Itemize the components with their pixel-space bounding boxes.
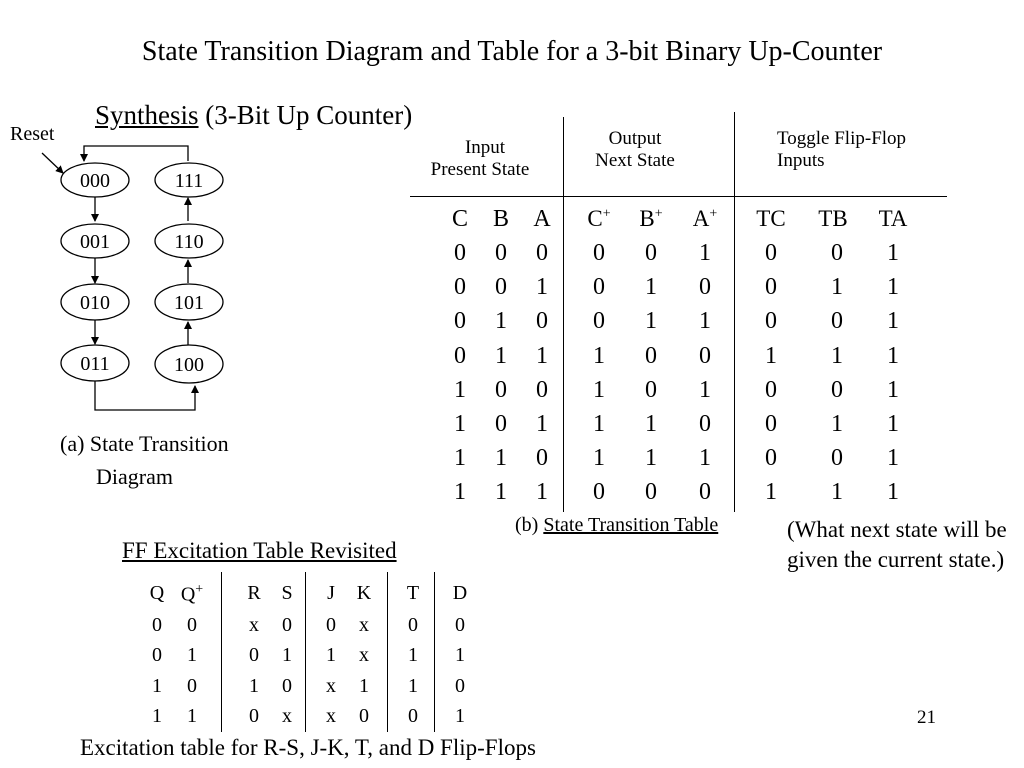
cell-present: 0 [495, 240, 507, 266]
ex-header-jk: K [356, 582, 372, 604]
col-header-next-sup: + [709, 206, 718, 222]
table-divider-1 [563, 117, 564, 512]
ex-cell-rs: 1 [249, 674, 259, 697]
table-caption-prefix: (b) [515, 514, 544, 536]
ex-cell-rs: 0 [282, 614, 292, 636]
cell-toggle: 1 [831, 411, 843, 437]
col-header-next-base: A [692, 206, 710, 231]
cell-next: 1 [645, 308, 657, 335]
col-header-toggle: TA [878, 206, 908, 231]
excitation-caption: Excitation table for R-S, J-K, T, and D Flip-Flops [80, 735, 536, 760]
cell-next: 0 [593, 308, 605, 335]
cell-next: 1 [645, 445, 657, 472]
col-header-next [629, 206, 673, 232]
cell-toggle: 0 [765, 240, 777, 266]
ex-cell-rs: 0 [249, 704, 259, 727]
col-header-toggle: TB [818, 206, 848, 231]
synthesis-subtitle: (3-Bit Up Counter) [198, 100, 413, 130]
cell-next: 1 [593, 445, 605, 472]
ex-cell-d: 1 [455, 704, 465, 727]
ex-cell-jk: 1 [359, 674, 369, 697]
state-node-001 [61, 224, 129, 258]
ex-cell-jk: 0 [359, 704, 369, 727]
transition-011-100 [95, 381, 195, 410]
ex-cell-rs: x [249, 614, 259, 636]
diagram-caption-line2: Diagram [96, 464, 173, 489]
ex-cell-t: 0 [408, 614, 418, 636]
cell-present: 1 [536, 479, 548, 506]
excitation-divider-4 [434, 572, 435, 732]
cell-present: 0 [495, 376, 507, 403]
cell-next: 0 [593, 479, 605, 506]
ex-cell-jk: 1 [326, 644, 336, 667]
cell-present: 1 [454, 376, 466, 403]
ex-header-d: D [452, 582, 468, 604]
cell-toggle: 0 [765, 376, 777, 403]
cell-present: 1 [454, 479, 466, 506]
ex-cell-q: 1 [152, 674, 162, 697]
cell-present: 1 [495, 445, 507, 472]
cell-toggle: 1 [831, 479, 843, 506]
state-node-011 [61, 345, 129, 381]
cell-toggle: 0 [765, 308, 777, 335]
ex-cell-q: 1 [152, 704, 162, 727]
col-header-next-base: B [639, 206, 655, 231]
ex-cell-d: 1 [455, 644, 465, 667]
next-state-note: (What next state will be given the current state.) [787, 517, 1007, 572]
ex-cell-q: 0 [187, 674, 197, 697]
cell-toggle: 1 [887, 411, 899, 437]
cell-present: 0 [536, 240, 548, 266]
cell-next: 0 [699, 479, 711, 506]
excitation-divider-2 [305, 572, 306, 732]
cell-next: 1 [699, 376, 711, 403]
state-label: 010 [80, 292, 110, 314]
header-input-line1: Input [464, 137, 506, 158]
cell-toggle: 0 [831, 376, 843, 403]
ex-cell-rs: 1 [282, 644, 292, 667]
ex-cell-jk: x [359, 614, 369, 636]
ex-cell-q: 0 [187, 614, 197, 636]
cell-present: 0 [454, 342, 466, 369]
col-header-next-base: C [587, 206, 603, 231]
col-header-present: A [533, 206, 551, 232]
col-header-next [577, 206, 621, 232]
ex-header-rs: S [281, 582, 293, 604]
state-label: 001 [80, 231, 110, 253]
cell-next: 0 [593, 240, 605, 266]
cell-present: 1 [454, 445, 466, 472]
cell-toggle: 1 [765, 479, 777, 506]
table-caption [515, 514, 718, 537]
cell-toggle: 1 [831, 342, 843, 369]
cell-toggle: 0 [831, 308, 843, 335]
cell-toggle: 1 [887, 342, 899, 369]
cell-next: 0 [645, 240, 657, 266]
state-label: 111 [174, 170, 204, 192]
col-header-present: B [492, 206, 509, 232]
reset-label: Reset [10, 123, 55, 145]
header-toggle [777, 128, 906, 172]
state-label: 110 [174, 231, 204, 253]
col-header-present: C [451, 206, 468, 232]
ex-cell-jk: 0 [326, 614, 336, 636]
header-toggle-line2: Inputs [777, 150, 825, 171]
cell-toggle: 1 [887, 445, 899, 472]
ex-cell-t: 1 [408, 644, 418, 667]
reset-arrow [42, 153, 63, 173]
state-node-111 [155, 163, 223, 197]
cell-toggle: 0 [765, 445, 777, 472]
state-label: 101 [174, 292, 204, 314]
header-output [575, 128, 695, 172]
col-header-next-sup: + [654, 206, 663, 222]
cell-present: 1 [536, 411, 548, 437]
diagram-caption-line1: (a) State Transition [60, 431, 229, 456]
cell-toggle: 1 [887, 240, 899, 266]
cell-present: 1 [536, 342, 548, 369]
ex-cell-d: 0 [455, 614, 465, 636]
ex-header-qplus-sup: + [195, 582, 204, 597]
synthesis-label: Synthesis [95, 100, 199, 130]
cell-present: 1 [495, 479, 507, 506]
cell-next: 0 [645, 342, 657, 369]
cell-present: 1 [495, 342, 507, 369]
table-divider-2 [734, 112, 735, 512]
cell-toggle: 0 [765, 411, 777, 437]
cell-toggle: 0 [831, 240, 843, 266]
cell-present: 0 [454, 308, 466, 335]
ex-header-qplus [178, 582, 206, 607]
excitation-divider-1 [221, 572, 222, 732]
ex-cell-q: 0 [152, 614, 162, 636]
ex-cell-jk: x [326, 674, 336, 697]
state-label: 100 [174, 354, 204, 376]
ex-header-qplus-base: Q [180, 583, 196, 606]
state-node-101 [155, 284, 223, 320]
ex-cell-jk: x [326, 704, 336, 727]
cell-present: 0 [495, 411, 507, 437]
cell-next: 0 [593, 274, 605, 301]
header-input-line2: Present State [430, 159, 530, 180]
cell-next: 1 [645, 411, 657, 437]
cell-next: 1 [593, 411, 605, 437]
state-node-010 [61, 284, 129, 320]
ex-cell-rs: x [282, 704, 292, 727]
cell-present: 0 [536, 376, 548, 403]
ex-cell-jk: x [359, 644, 369, 667]
cell-next: 0 [699, 342, 711, 369]
cell-toggle: 1 [831, 274, 843, 301]
ex-header-q: Q [149, 582, 165, 604]
cell-present: 1 [454, 411, 466, 437]
cell-toggle: 0 [831, 445, 843, 472]
state-node-100 [155, 345, 223, 383]
table-header-rule [410, 196, 947, 197]
excitation-divider-3 [387, 572, 388, 732]
cell-next: 1 [645, 274, 657, 301]
slide-title: State Transition Diagram and Table for a 3-bit Binary Up-Counter [141, 36, 883, 67]
ex-cell-rs: 0 [249, 644, 259, 667]
transition-111-000 [84, 146, 188, 161]
cell-next: 1 [593, 376, 605, 403]
state-node-000 [61, 163, 129, 197]
cell-next: 1 [593, 342, 605, 369]
ex-header-rs: R [247, 582, 261, 604]
col-header-next [683, 206, 727, 232]
header-input [420, 137, 550, 181]
col-header-next-sup: + [602, 206, 611, 222]
state-node-110 [155, 224, 223, 258]
cell-present: 0 [495, 274, 507, 301]
ex-cell-q: 1 [187, 644, 197, 667]
cell-present: 0 [536, 445, 548, 472]
ex-cell-q: 1 [187, 704, 197, 727]
ex-cell-t: 0 [408, 704, 418, 727]
cell-toggle: 1 [887, 479, 899, 506]
cell-toggle: 1 [765, 342, 777, 369]
cell-present: 1 [536, 274, 548, 301]
header-output-line1: Output [608, 128, 662, 149]
cell-next: 1 [699, 445, 711, 472]
cell-present: 0 [536, 308, 548, 335]
ex-header-jk: J [327, 582, 335, 604]
excitation-title: FF Excitation Table Revisited [122, 538, 397, 563]
cell-present: 0 [454, 274, 466, 301]
header-toggle-line1: Toggle Flip-Flop [777, 128, 907, 149]
cell-present: 1 [495, 308, 507, 335]
cell-present: 0 [454, 240, 466, 266]
cell-next: 0 [699, 274, 711, 301]
cell-toggle: 1 [887, 274, 899, 301]
ex-header-t: T [406, 582, 420, 604]
cell-next: 0 [645, 376, 657, 403]
ex-cell-q: 0 [152, 644, 162, 667]
cell-next: 0 [699, 411, 711, 437]
ex-cell-rs: 0 [282, 674, 292, 697]
cell-toggle: 1 [887, 376, 899, 403]
ex-cell-t: 1 [408, 674, 418, 697]
cell-next: 1 [699, 308, 711, 335]
cell-next: 0 [645, 479, 657, 506]
state-label: 000 [80, 170, 110, 192]
cell-toggle: 0 [765, 274, 777, 301]
ex-cell-d: 0 [455, 674, 465, 697]
col-header-toggle: TC [756, 206, 786, 231]
table-caption-title: State Transition Table [543, 514, 719, 536]
header-output-line2: Next State [595, 150, 675, 171]
page-number: 21 [917, 707, 936, 728]
cell-next: 1 [699, 240, 711, 266]
cell-toggle: 1 [887, 308, 899, 335]
state-label: 011 [80, 353, 110, 375]
